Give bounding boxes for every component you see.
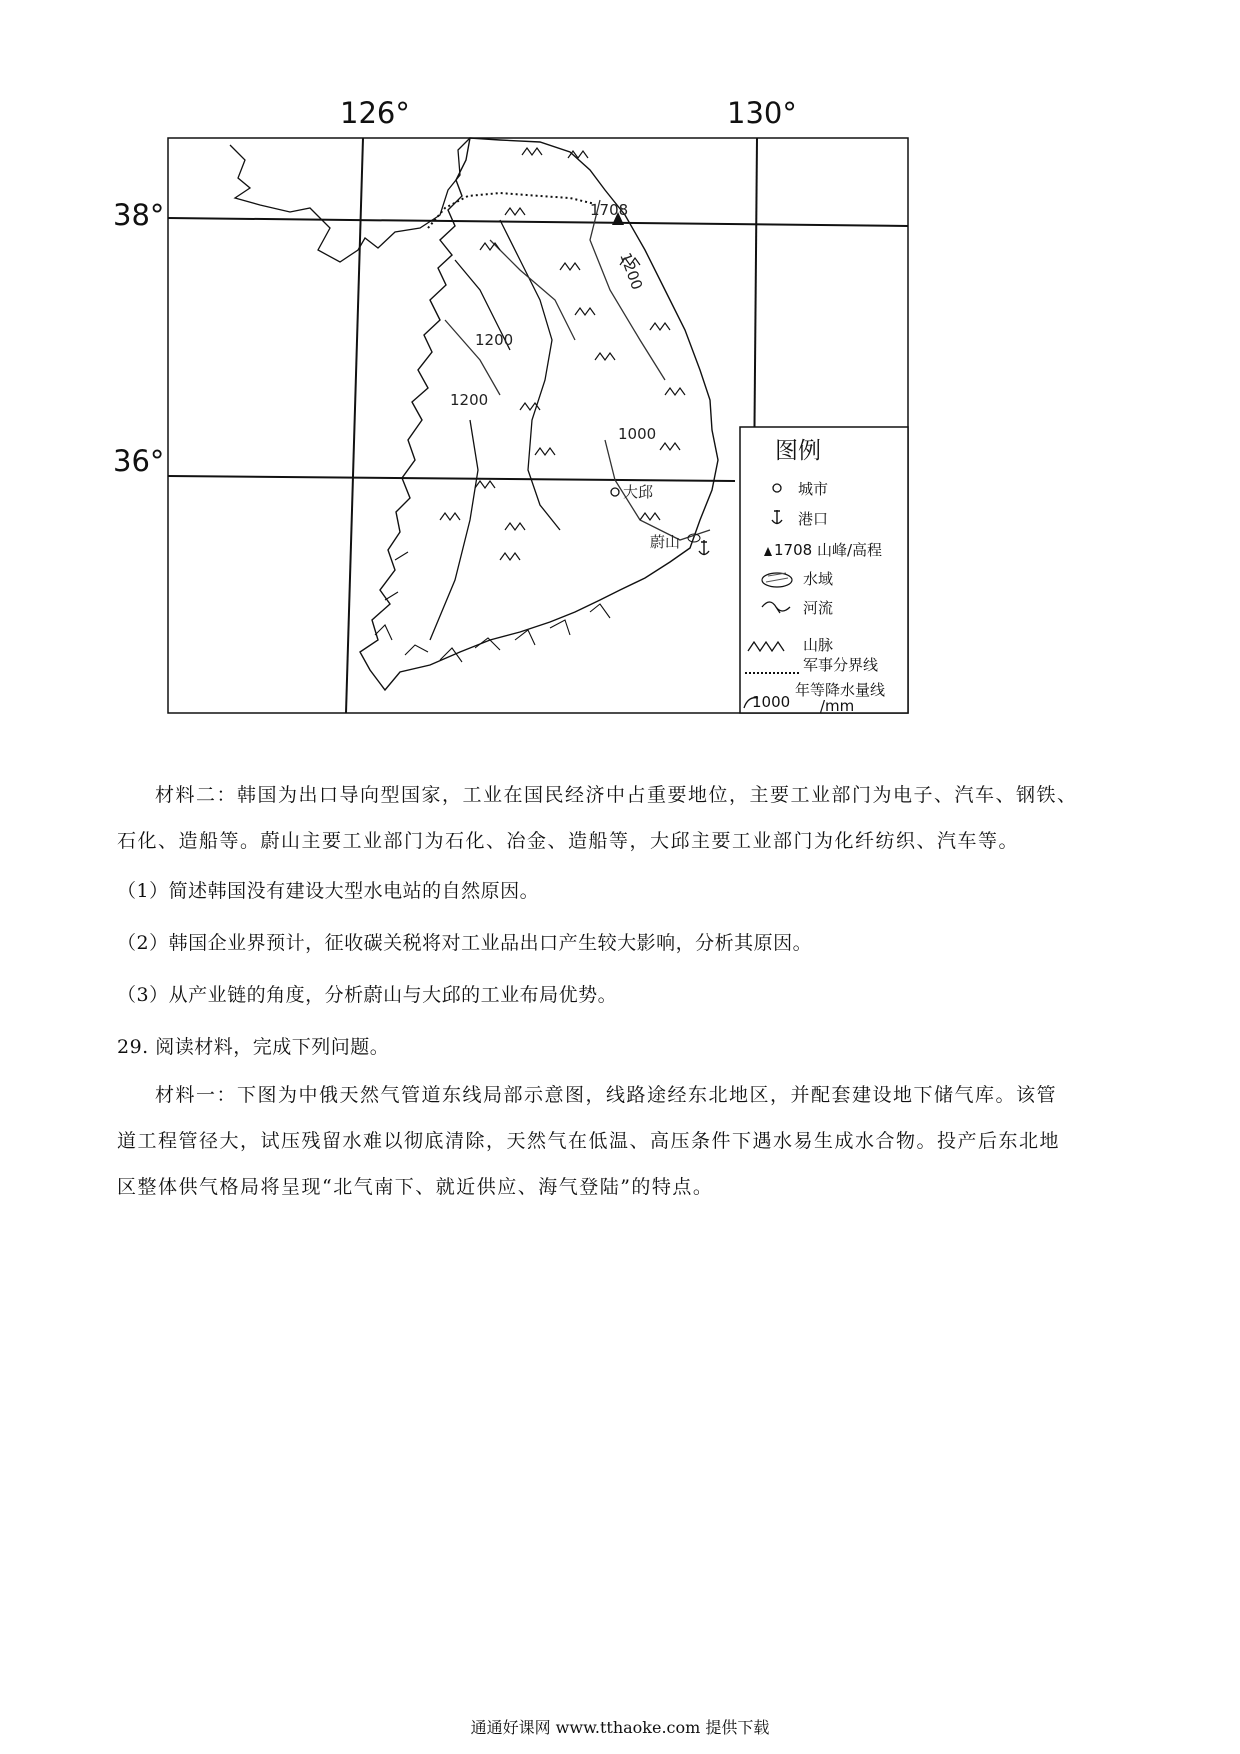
city-daegu: 大邱 [623,483,654,501]
grid-line-126 [346,138,363,713]
korea-map [0,0,1240,740]
question-1: （1）简述韩国没有建设大型水电站的自然原因。 [117,880,540,902]
river-south [430,420,478,640]
legend-label-peak: 1708 山峰/高程 [774,541,882,559]
contour-label-a: 1200 [475,331,514,349]
legend [740,427,908,715]
material1-line3: 区整体供气格局将呈现“北气南下、就近供应、海气登陆”的特点。 [117,1176,714,1198]
contour-label-east: 1200 [616,250,647,293]
question-29: 29. 阅读材料，完成下列问题。 [117,1036,390,1058]
isoline-1000 [605,440,710,540]
legend-label-river: 河流 [803,599,834,617]
question-2: （2）韩国企业界预计，征收碳关税将对工业品出口产生较大影响，分析其原因。 [117,932,813,954]
material2-line2: 石化、造船等。蔚山主要工业部门为石化、冶金、造船等，大邱主要工业部门为化纤纺织、汽车等。 [117,830,1020,852]
material2-line1: 材料二：韩国为出口导向型国家，工业在国民经济中占重要地位，主要工业部门为电子、汽车、钢铁、 [155,784,1078,806]
city-circle-icon [611,488,619,496]
legend-label-water: 水域 [803,570,834,588]
contour-label-b: 1200 [450,391,489,409]
material1-line1: 材料一：下图为中俄天然气管道东线局部示意图，线路途经东北地区，并配套建设地下储气库。该管 [155,1084,1058,1106]
legend-label-military: 军事分界线 [803,656,879,674]
question-3: （3）从产业链的角度，分析蔚山与大邱的工业布局优势。 [117,984,618,1006]
coastline-north [230,138,470,262]
material1-line2: 道工程管径大，试压残留水难以彻底清除，天然气在低温、高压条件下遇水易生成水合物。投产后东北地 [117,1130,1061,1152]
legend-isoline-value: 1000 [752,693,791,711]
grid-line-38 [168,218,908,226]
isoline-1200-east [590,200,665,380]
lon-label-130: 130° [727,96,797,130]
legend-isoline-unit: /mm [820,697,855,715]
river-nakdong [500,220,560,530]
footer: 通通好课网 www.tthaoke.com 提供下载 [470,1718,770,1737]
legend-label-port: 港口 [798,510,829,528]
legend-title: 图例 [775,438,821,464]
legend-label-isoline: 年等降水量线 [795,681,886,699]
legend-label-city: 城市 [798,480,829,498]
contour-label-1000: 1000 [618,425,657,443]
legend-label-mountain: 山脉 [803,636,834,654]
lon-label-126: 126° [340,96,410,130]
lat-label-38: 38° [113,198,165,232]
peak-label: 1708 [590,201,629,219]
lat-label-36: 36° [113,444,165,478]
isoline-1200-a [490,240,575,340]
city-ulsan: 蔚山 [650,533,681,551]
grid-line-36 [168,476,735,481]
anchor-icon [699,540,709,555]
islands [375,552,610,662]
